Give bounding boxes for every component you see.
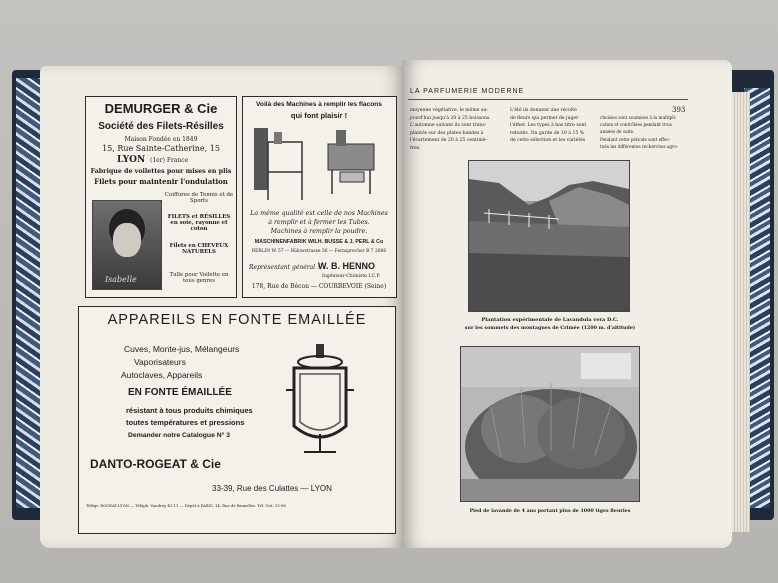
demurger-line1: Fabrique de voilettes pour mises en plis (90, 168, 232, 175)
demurger-col1: Coiffures de Tennis et de Sports (164, 192, 234, 204)
danto-company: DANTO-ROGEAT & Cie (90, 457, 221, 471)
photo1-caption-a: Plantation expérimentale de Lavandula vera D.C. (481, 317, 619, 323)
busse-headline1: Voilà des Machines à remplir les flacons (256, 101, 382, 108)
demurger-city-suffix: (1er) France (150, 157, 189, 164)
demurger-line2: Filets pour maintenir l'ondulation (94, 177, 228, 186)
demurger-photo (92, 200, 162, 290)
autoclave-illustration (282, 344, 358, 456)
demurger-col4: Tulle pour Voilette en tous genres (169, 272, 229, 284)
danto-address: 33-39, Rue des Culattes — LYON (212, 484, 332, 493)
col-b-line: L'été ils donnent une récolte (510, 108, 577, 113)
danto-line1: Cuves, Monte-jus, Mélangeurs (124, 344, 240, 354)
danto-footer: Télégr. ROGEAT-LYON — Téléph. Vaudrey 41-11 — Dépôt à PARIS, 14, Rue de Bruxelles. Tél. Gut. 13-96 (86, 503, 286, 508)
col-a-line: tres. (410, 145, 421, 151)
danto-line2: Vaporisateurs (134, 357, 186, 367)
right-page-number: 393 (672, 106, 686, 114)
busse-body1: La même qualité est celle de nos Machines (250, 210, 388, 217)
col-b-line: de fleurs qui permet de juger (510, 115, 579, 121)
col-b-line: rebutés. On garde de 10 à 15 % (510, 130, 585, 136)
busse-rep-name: W. B. HENNO (318, 261, 376, 271)
col-a-line: plantés sur des plates-bandes à (410, 130, 484, 136)
danto-title: APPAREILS EN FONTE EMAILLÉE (107, 312, 367, 328)
photo1-caption-b: sur les sommets des montagnes de Crimée (1200 m. d'altitude) (464, 325, 636, 331)
text-column-b (510, 107, 598, 145)
danto-line4: EN FONTE ÉMAILLÉE (128, 387, 232, 398)
photo-lavender-plantation (468, 160, 630, 312)
busse-address: BERLIN W. 57 — Bülowstrasse 56 — Fernsprecher B 7 2686 (251, 249, 387, 254)
col-a-line: l'écartement de 20 à 25 centimè- (410, 138, 487, 144)
demurger-city: LYON (117, 155, 146, 165)
demurger-col2: FILETS et RÉSILLES en soie, rayonne et coton (167, 214, 231, 232)
busse-body2: à remplir et à fermer les Tubes. (268, 219, 370, 226)
busse-headline2: qui font plaisir ! (290, 111, 348, 120)
busse-body3: Machines à remplir la poudre. (270, 228, 368, 235)
col-b-line: l'éther. Les types à bas titre sont (510, 123, 587, 129)
lavender-image (461, 347, 639, 501)
col-a-line: L'automne suivant ils sont trans- (410, 123, 487, 129)
demurger-title: DEMURGER & Cie (104, 101, 218, 116)
demurger-founded: Maison Fondée en 1849 (124, 136, 198, 143)
demurger-col3: Filets en CHEVEUX NATURELS (169, 243, 229, 255)
text-column-c (600, 114, 690, 150)
danto-line5: résistant à tous produits chimiques (126, 406, 253, 415)
col-a-line: moyenne végétative, le même au- (410, 108, 489, 113)
header-rule (408, 99, 688, 100)
col-c-line: Pendant cette période sont effec- (600, 136, 671, 142)
filling-machines-illustration (250, 122, 390, 204)
col-a-line: jourd'hui jusqu'à 20 à 25 boissons. (410, 115, 491, 121)
col-c-line: années de suite. (600, 129, 635, 135)
danto-line3: Autoclaves, Appareils (121, 370, 203, 380)
photo2-caption: Pied de lavande de 4 ans portant plus de 1000 tiges fleuries (469, 508, 631, 514)
busse-rep-address: 178, Rue de Bécon — COURBEVOIE (Seine) (251, 283, 387, 290)
col-b-line: de cette sélection et les variétés (510, 138, 586, 144)
danto-line6: toutes températures et pressions (126, 418, 245, 427)
col-c-line: choisies sont soumises à la multipli- (600, 115, 677, 120)
text-column-a (410, 107, 506, 153)
danto-line7: Demander notre Catalogue N° 3 (128, 432, 231, 439)
right-page-header: LA PARFUMERIE MODERNE (410, 88, 525, 95)
busse-rep-label: Représentant général : (249, 264, 320, 271)
col-c-line: tués les différentes recherches agro- (600, 143, 679, 149)
col-c-line: cation et contrôlées pendant trois (600, 122, 672, 128)
landscape-image (469, 161, 629, 311)
photo-lavender-bush (460, 346, 640, 502)
busse-rep-title: Ingénieur-Chimiste I.C.P. (322, 274, 381, 279)
demurger-photo-caption: Isabelle (105, 275, 137, 284)
demurger-subtitle: Société des Filets-Résilles (98, 121, 224, 132)
busse-company: MASCHINENFABRIK WILH. BUSSE & J. PERL & Co (254, 239, 384, 245)
demurger-address: 15, Rue Sainte-Catherine, 15 (102, 144, 220, 153)
